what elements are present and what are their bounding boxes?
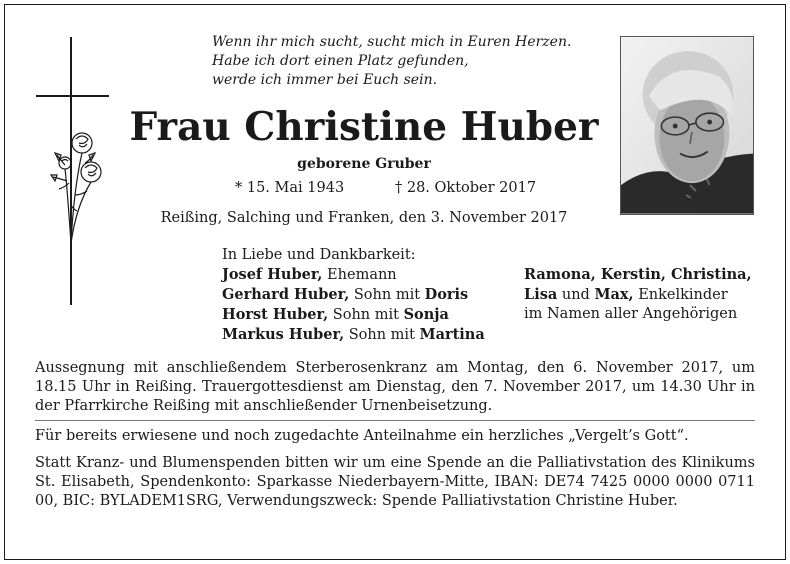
mourner-partner: Sonja: [403, 306, 449, 323]
mourners-left: [222, 246, 485, 345]
mourner-line: [222, 285, 485, 305]
grandchild-name: Max,: [594, 286, 634, 303]
grandchildren-line: Ramona, Kerstin, Christina,: [524, 266, 752, 283]
mourner-name: Markus Huber,: [222, 326, 345, 343]
mourner-relation: Sohn mit: [328, 307, 404, 323]
poem-line: Wenn ihr mich sucht, sucht mich in Euren Herzen.: [212, 34, 572, 50]
mourner-partner: Doris: [424, 286, 469, 303]
grandchild-name: Lisa: [524, 286, 558, 303]
birth-date: * 15. Mai 1943: [235, 180, 345, 196]
mourner-relation: Ehemann: [322, 267, 397, 283]
poem-line: Habe ich dort einen Platz gefunden,: [212, 53, 469, 69]
mourner-name: Gerhard Huber,: [222, 286, 350, 303]
grandchildren-names: [524, 265, 752, 285]
mourner-name: Horst Huber,: [222, 306, 329, 323]
mourner-partner: Martina: [419, 326, 485, 343]
deceased-name: Frau Christine Huber: [129, 104, 599, 150]
mourner-name: Josef Huber,: [222, 266, 323, 283]
cross-bar: [36, 95, 109, 97]
grandchildren-relation: Enkelkinder: [633, 287, 728, 303]
maiden-name: geborene Gruber: [297, 156, 431, 172]
grandchildren-line2: [524, 285, 752, 305]
portrait-photo: [620, 36, 754, 215]
thanks-note: Für bereits erwiesene und noch zugedachte Anteilnahme ein herzliches „Vergelt’s Gott“.: [35, 428, 689, 444]
poem-line: werde ich immer bei Euch sein.: [212, 72, 438, 88]
mourners-intro: In Liebe und Dankbarkeit:: [222, 247, 416, 263]
mourner-line: [222, 325, 485, 345]
conjunction: und: [557, 287, 595, 303]
mourner-relation: Sohn mit: [349, 287, 425, 303]
mourner-line: [222, 265, 485, 285]
mourners-right: [524, 265, 752, 324]
service-announcement: Aussegnung mit anschließendem Sterberosenkranz am Montag, den 6. November 2017, um 18.15 Uhr in Reißing. Trauergottesdienst am Dienstag, den 7. November 2017, um 14.30 Uhr in der Pfarrkirche Reißing mit anschließender Urnenbeisetzung.: [35, 360, 755, 414]
place-date: Reißing, Salching und Franken, den 3. November 2017: [160, 210, 568, 226]
mourner-relation: Sohn mit: [344, 327, 420, 343]
death-date: † 28. Oktober 2017: [395, 180, 537, 196]
donation-request: Statt Kranz- und Blumenspenden bitten wir um eine Spende an die Palliativstation des Klinikums St. Elisabeth, Spendenkonto: Sparkasse Niederbayern-Mitte, IBAN: DE74 7425 0000 0000 0711 00, BIC: BYLADEM1SRG, Verwendungszweck: Spende Palliativstation Christine Huber.: [35, 455, 755, 509]
poem: [212, 33, 571, 90]
all-relatives: im Namen aller Angehörigen: [524, 306, 738, 322]
section-divider: [35, 420, 755, 421]
mourner-line: [222, 305, 485, 325]
